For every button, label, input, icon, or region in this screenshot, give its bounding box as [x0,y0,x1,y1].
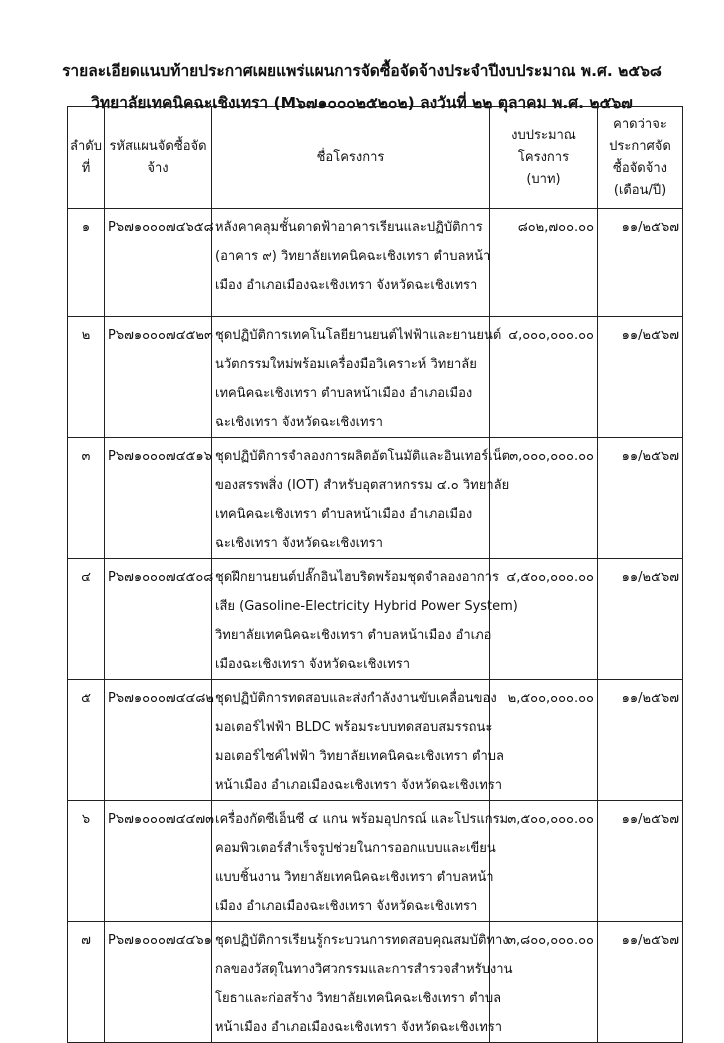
project-name-line: ชุดปฏิบัติการจำลองการผลิตอัตโนมัติและอินเทอร์เน็ต [215,449,511,464]
project-name-line: เสีย (Gasoline-Electricity Hybrid Power System) [215,599,518,614]
row-announce-month: ๑๑/๒๕๖๗ [598,209,683,317]
row-announce-month: ๑๑/๒๕๖๗ [598,801,683,922]
row-seq: ๑ [68,209,105,317]
row-plan-code: P๖๗๑๐๐๐๗๔๔๖๑ [105,922,212,1043]
project-name-line: ชุดปฏิบัติการเรียนรู้กระบวนการทดสอบคุณสมบัติทาง [215,933,509,948]
project-name-line: หน้าเมือง อำเภอเมืองฉะเชิงเทรา จังหวัดฉะเชิงเทรา [215,778,503,793]
project-name-line: กลของวัสดุในทางวิศวกรรมและการสำรวจสำหรับงาน [215,962,513,977]
project-name-line: ชุดปฏิบัติการเทคโนโลยียานยนต์ไฟฟ้าและยานยนต์ [215,328,502,343]
row-budget: ๒,๕๐๐,๐๐๐.๐๐ [490,680,598,801]
row-seq: ๕ [68,680,105,801]
row-seq: ๗ [68,922,105,1043]
project-name-line: เครื่องกัดซีเอ็นซี ๔ แกน พร้อมอุปกรณ์ และโปรแกรม [215,812,509,827]
row-seq: ๖ [68,801,105,922]
project-name-line: หลังคาคลุมชั้นดาดฟ้าอาคารเรียนและปฏิบัติการ [215,220,483,235]
row-seq: ๔ [68,559,105,680]
project-name-line: มอเตอร์ไฟฟ้า BLDC พร้อมระบบทดสอบสมรรถนะ [215,720,493,735]
table-row [68,680,683,801]
project-name-line: เทคนิคฉะเชิงเทรา ตำบลหน้าเมือง อำเภอเมือง [215,386,473,401]
row-announce-month: ๑๑/๒๕๖๗ [598,559,683,680]
row-plan-code: P๖๗๑๐๐๐๗๔๖๕๘ [105,209,212,317]
project-name-line: (อาคาร ๙) วิทยาลัยเทคนิคฉะเชิงเทรา ตำบลหน้า [215,249,491,264]
row-announce-month: ๑๑/๒๕๖๗ [598,680,683,801]
row-project-name [212,559,518,680]
header-project-name: ชื่อโครงการ [212,107,490,209]
procurement-plan-table [67,106,683,1043]
project-name-line: เมือง อำเภอเมืองฉะเชิงเทรา จังหวัดฉะเชิงเทรา [215,278,478,293]
project-name-line: ฉะเชิงเทรา จังหวัดฉะเชิงเทรา [215,415,383,430]
project-name-line: ชุดฝึกยานยนต์ปลั๊กอินไฮบริดพร้อมชุดจำลองอาการ [215,570,499,585]
row-plan-code: P๖๗๑๐๐๐๗๔๕๑๖ [105,438,212,559]
project-name-line: ฉะเชิงเทรา จังหวัดฉะเชิงเทรา [215,536,383,551]
row-budget: ๘๐๒,๗๐๐.๐๐ [490,209,598,317]
project-name-line: เมือง อำเภอเมืองฉะเชิงเทรา จังหวัดฉะเชิงเทรา [215,899,478,914]
row-budget: ๓,๐๐๐,๐๐๐.๐๐ [490,438,598,559]
row-project-name [212,317,502,438]
project-name-line: วิทยาลัยเทคนิคฉะเชิงเทรา ตำบลหน้าเมือง อำเภอ [215,628,492,643]
row-budget: ๓,๕๐๐,๐๐๐.๐๐ [490,801,598,922]
project-name-line: เมืองฉะเชิงเทรา จังหวัดฉะเชิงเทรา [215,657,411,672]
row-announce-month: ๑๑/๒๕๖๗ [598,438,683,559]
row-budget: ๔,๐๐๐,๐๐๐.๐๐ [490,317,598,438]
row-plan-code: P๖๗๑๐๐๐๗๔๕๒๓ [105,317,212,438]
table-row [68,559,683,680]
row-announce-month: ๑๑/๒๕๖๗ [598,922,683,1043]
table-row [68,317,683,438]
row-project-name [212,438,511,559]
row-seq: ๓ [68,438,105,559]
table-row [68,801,683,922]
row-project-name [212,801,509,922]
project-name-line: เทคนิคฉะเชิงเทรา ตำบลหน้าเมือง อำเภอเมือง [215,507,473,522]
document-subtitle: วิทยาลัยเทคนิคฉะเชิงเทรา (M๖๗๑๐๐๐๒๕๒๐๒) ลงวันที่ ๒๒ ตุลาคม พ.ศ. ๒๕๖๗ [91,94,633,112]
project-name-line: โยธาและก่อสร้าง วิทยาลัยเทคนิคฉะเชิงเทรา ตำบล [215,991,502,1006]
row-budget: ๓,๘๐๐,๐๐๐.๐๐ [490,922,598,1043]
row-seq: ๒ [68,317,105,438]
header-announce-month: คาดว่าจะ ประกาศจัด ซื้อจัดจ้าง (เดือน/ปี) [598,107,683,209]
project-name-line: แบบชิ้นงาน วิทยาลัยเทคนิคฉะเชิงเทรา ตำบลหน้า [215,870,494,885]
header-budget: งบประมาณ โครงการ (บาท) [490,107,598,209]
project-name-line: มอเตอร์ไซค์ไฟฟ้า วิทยาลัยเทคนิคฉะเชิงเทรา ตำบล [215,749,504,764]
row-project-name [212,680,504,801]
document-title: รายละเอียดแนบท้ายประกาศเผยแพร่แผนการจัดซื้อจัดจ้างประจำปีงบประมาณ พ.ศ. ๒๕๖๘ [62,62,662,80]
table-header-row [68,107,683,209]
row-plan-code: P๖๗๑๐๐๐๗๔๔๘๒ [105,680,212,801]
row-project-name [212,209,490,317]
project-name-line: นวัตกรรมใหม่พร้อมเครื่องมือวิเคราะห์ วิทยาลัย [215,357,477,372]
row-plan-code: P๖๗๑๐๐๐๗๔๔๗๓ [105,801,212,922]
project-name-line: หน้าเมือง อำเภอเมืองฉะเชิงเทรา จังหวัดฉะเชิงเทรา [215,1020,503,1035]
project-name-line: คอมพิวเตอร์สำเร็จรูปช่วยในการออกแบบและเขียน [215,841,496,856]
row-plan-code: P๖๗๑๐๐๐๗๔๕๐๘ [105,559,212,680]
row-announce-month: ๑๑/๒๕๖๗ [598,317,683,438]
table-row [68,209,683,317]
project-name-line: ของสรรพสิ่ง (IOT) สำหรับอุตสาหกรรม ๔.๐ วิทยาลัย [215,478,510,493]
row-project-name [212,922,513,1043]
header-code: รหัสแผนจัดซื้อจัด จ้าง [105,107,212,209]
table-row [68,438,683,559]
project-name-line: ชุดปฏิบัติการทดสอบและส่งกำลังงานขับเคลื่อนของ [215,691,497,706]
header-seq: ลำดับ ที่ [68,107,105,209]
table-body [68,209,683,1043]
row-budget: ๔,๕๐๐,๐๐๐.๐๐ [490,559,598,680]
table-row [68,922,683,1043]
